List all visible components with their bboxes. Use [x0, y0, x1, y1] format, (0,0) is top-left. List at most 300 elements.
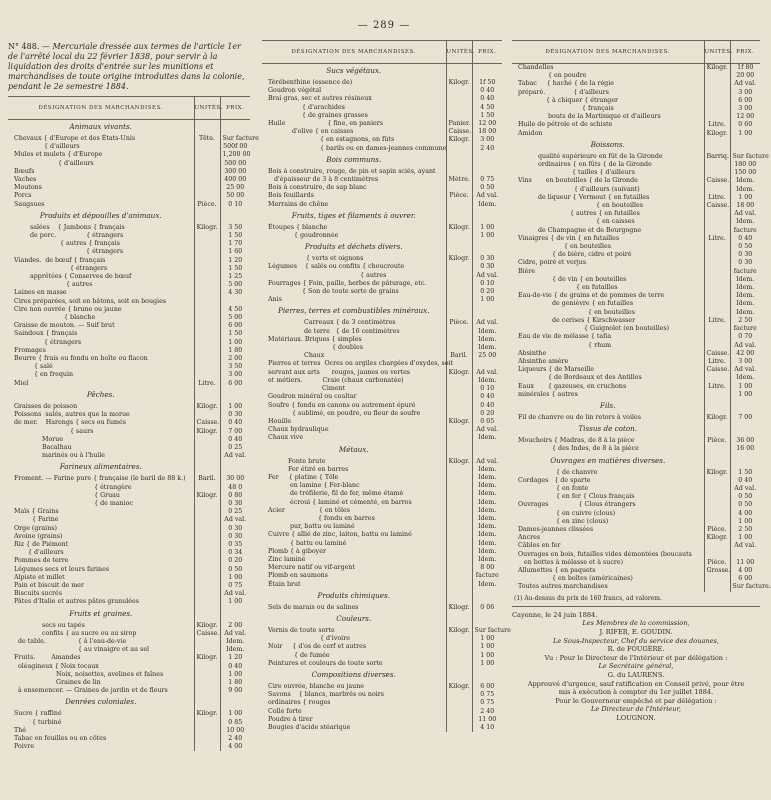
unit-cell: [446, 691, 472, 699]
item-description: Ouvrages { Clous étrangers: [518, 501, 636, 509]
unit-cell: [704, 227, 730, 235]
price-cell: 30 00: [220, 475, 250, 483]
price-cell: 1 50: [730, 469, 760, 477]
table-row: [262, 548, 502, 556]
unit-cell: [194, 209, 220, 224]
item-description: Goudron minéral ou coaltar: [268, 393, 357, 401]
price-cell: 1 00: [220, 671, 250, 679]
table-row: [512, 161, 760, 169]
section-heading: Produits chimiques.: [317, 590, 390, 600]
item-description: Amidon: [518, 129, 543, 137]
item-description: { en bouteilles: [518, 202, 643, 210]
unit-cell: [194, 436, 220, 444]
unit-cell: [704, 268, 730, 276]
item-description: { barils ou en dames-jeannes commune: [268, 144, 447, 152]
table-row: [262, 531, 502, 539]
price-cell: 0 40: [472, 393, 502, 401]
price-cell: 18 00: [730, 202, 760, 210]
item-description: Absinthe: [518, 349, 547, 357]
table-row: [512, 583, 760, 591]
unit-cell: [704, 551, 730, 559]
item-description: Vins en bouteilles { de la Gironde: [518, 177, 638, 185]
price-cell: facture: [472, 572, 502, 580]
price-cell: Idem.: [472, 344, 502, 352]
price-cell: 1f 80: [730, 64, 760, 73]
unit-cell: [194, 735, 220, 743]
table-row: [8, 143, 250, 151]
price-cell: 8 00: [472, 564, 502, 572]
price-cell: 1f 50: [472, 79, 502, 87]
price-cell: 6 00: [730, 97, 760, 105]
section-heading-row: [512, 138, 760, 153]
item-description: Vinaigres { de vin { en futailles: [518, 234, 620, 242]
price-cell: 2 40: [220, 735, 250, 743]
item-description: { en bouteilles: [518, 308, 635, 316]
table-row: [512, 414, 760, 422]
price-cell: 3 00: [730, 358, 760, 366]
price-cell: 0 75: [472, 699, 502, 707]
table-row: [8, 306, 250, 314]
unit-cell: Pièce.: [704, 559, 730, 567]
price-cell: Sur facture: [472, 627, 502, 635]
unit-cell: [446, 635, 472, 643]
section-heading-row: [262, 64, 502, 80]
table-row: [262, 263, 502, 271]
unit-cell: [194, 232, 220, 240]
unit-cell: [446, 443, 472, 458]
unit-cell: Baril.: [446, 352, 472, 360]
table-row: [8, 735, 250, 743]
item-description: { turbiné: [14, 718, 62, 726]
item-description: { en fonte: [518, 484, 589, 492]
price-cell: 3 00: [220, 371, 250, 379]
unit-cell: [194, 663, 220, 671]
price-cell: Idem.: [472, 548, 502, 556]
price-cell: 0 20: [220, 557, 250, 565]
table-row: [262, 224, 502, 232]
table-row: [8, 444, 250, 452]
price-cell: 4 50: [472, 104, 502, 112]
item-description: Bois à construire, rouge, de pin et sapin sciés, ayant: [268, 167, 436, 175]
table-row: [8, 201, 250, 209]
item-description: { battu ou laminé: [268, 539, 347, 547]
table-row: [512, 469, 760, 477]
price-cell: 0 75: [472, 691, 502, 699]
table-row: [512, 445, 760, 453]
unit-cell: [704, 391, 730, 399]
price-cell: Sur facture: [730, 153, 760, 161]
item-description: { tailles { d'ailleurs: [518, 169, 635, 177]
price-cell: 1 00: [730, 534, 760, 542]
unit-cell: [446, 385, 472, 393]
unit-cell: Tête.: [194, 135, 220, 143]
unit-cell: [446, 95, 472, 103]
unit-cell: [704, 300, 730, 308]
item-description: { étrangers: [14, 248, 124, 256]
price-cell: 0 10: [472, 280, 502, 288]
item-description: { Guignolet (en bouteilles): [518, 325, 670, 333]
signature-line: Vu : Pour le Directeur de l'Intérieur et par délégation :: [544, 653, 728, 662]
item-description: Câbles en fer: [518, 542, 561, 550]
price-cell: 0 25: [220, 444, 250, 452]
price-cell: 48 0: [220, 484, 250, 492]
table-row: [8, 727, 250, 735]
unit-cell: Kilogr.: [704, 469, 730, 477]
item-description: { Son de toute sorte de grains: [268, 288, 399, 296]
price-cell: 1 00: [220, 598, 250, 606]
table-row: [512, 383, 760, 391]
item-description: Saugsues: [14, 200, 45, 208]
unit-cell: Kilogr.: [704, 130, 730, 138]
unit-cell: [704, 374, 730, 382]
price-cell: Idem.: [472, 556, 502, 564]
section-heading: Tissus de coton.: [578, 424, 638, 434]
item-description: { étrangère: [14, 483, 132, 491]
price-cell: [220, 120, 250, 136]
item-description: Biscuits sucrés: [14, 590, 63, 598]
unit-cell: [704, 259, 730, 267]
unit-cell: [194, 582, 220, 590]
price-cell: [220, 388, 250, 403]
unit-cell: [446, 393, 472, 401]
unit-cell: [194, 355, 220, 363]
header-designation: DÉSIGNATION DES MARCHANDISES.: [8, 97, 194, 120]
table-row: [262, 272, 502, 280]
table-row: [262, 490, 502, 498]
table-row: [262, 377, 502, 385]
section-heading: Fruits, tiges et filaments à ouvrer.: [291, 210, 416, 220]
table-row: [512, 89, 760, 97]
price-cell: 0 20: [472, 410, 502, 418]
table-row: [262, 192, 502, 200]
table-row: [262, 604, 502, 612]
price-cell: Ad val.: [220, 516, 250, 524]
section-heading: Denrées coloniales.: [65, 697, 137, 707]
price-cell: 12 00: [730, 113, 760, 121]
unit-cell: [194, 363, 220, 371]
unit-cell: [194, 176, 220, 184]
unit-cell: [446, 263, 472, 271]
table-row: [512, 559, 760, 567]
price-cell: Idem.: [472, 466, 502, 474]
price-cell: 0 30: [220, 533, 250, 541]
price-cell: 1 25: [220, 273, 250, 281]
price-cell: 0 50: [730, 243, 760, 251]
price-cell: 0 40: [220, 436, 250, 444]
signature-line: Le Directeur de l'Intérieur,: [590, 705, 682, 714]
unit-cell: [704, 445, 730, 453]
price-cell: Idem.: [730, 186, 760, 194]
unit-cell: [446, 724, 472, 732]
unit-cell: Kilogr.: [194, 403, 220, 411]
unit-cell: [446, 232, 472, 240]
item-description: Chaux vive: [268, 434, 304, 442]
item-description: Sels de marais ou de salines: [268, 603, 359, 611]
item-description: confits { au sucre ou au sirop: [14, 629, 137, 637]
item-description: Huile de pétrole et de schiste: [518, 121, 613, 129]
item-description: Matériaux. Briques { simples: [268, 335, 362, 343]
item-description: de liqueur { Vermout { en futailles: [518, 193, 650, 201]
unit-cell: [194, 607, 220, 622]
table-row: [8, 638, 250, 646]
unit-cell: Caisse.: [194, 630, 220, 638]
item-description: Bacalhau: [14, 443, 72, 451]
item-description: Merrains de chêne: [268, 200, 329, 208]
table-row: [8, 419, 250, 427]
table-row: [262, 201, 502, 209]
item-description: et métiers. Craie (chaux carbonatée): [268, 376, 404, 384]
table-row: [512, 130, 760, 138]
table-row: [262, 336, 502, 344]
item-description: ordinaires { en fûts { de la Gironde: [518, 161, 652, 169]
price-cell: Idem.: [472, 531, 502, 539]
item-description: Bougies d'acide stéarique: [268, 724, 351, 731]
signature-line: Le Secrétaire général,: [598, 662, 674, 671]
item-description: Porcs: [14, 192, 32, 200]
price-cell: 1 00: [730, 518, 760, 526]
item-description: Fil de chanvre ou de lin retors à voiles: [518, 413, 641, 421]
item-description: Carreaux { de 3 centimètres: [268, 319, 396, 327]
price-cell: 3 50: [220, 363, 250, 371]
unit-cell: Kilogr.: [194, 710, 220, 718]
unit-cell: [194, 566, 220, 574]
price-cell: Idem.: [472, 434, 502, 442]
table-row: [8, 289, 250, 297]
table-row: [8, 314, 250, 322]
table-row: [262, 176, 502, 184]
table-row: [512, 358, 760, 366]
price-cell: Idem.: [730, 292, 760, 300]
section-heading: Boissons.: [590, 139, 625, 149]
unit-cell: [194, 281, 220, 289]
item-description: Poudre à tirer: [268, 715, 313, 723]
unit-cell: [446, 434, 472, 442]
item-description: Graisses de poisson: [14, 402, 78, 410]
price-cell: 1 20: [220, 654, 250, 662]
price-cell: 0 60: [730, 121, 760, 129]
item-description: Fourrages { Foin, paille, herbes de pâturage, etc.: [268, 279, 427, 287]
unit-cell: [704, 485, 730, 493]
table-row: [8, 557, 250, 565]
unit-cell: [704, 80, 730, 88]
price-cell: [472, 589, 502, 604]
table-row: [262, 369, 502, 377]
table-row: [512, 194, 760, 202]
unit-cell: [194, 679, 220, 687]
table-row: [262, 402, 502, 410]
table-row: [512, 292, 760, 300]
price-cell: 0 40: [472, 402, 502, 410]
table-row: [512, 333, 760, 341]
table-row: [8, 679, 250, 687]
price-cell: 1 00: [472, 232, 502, 240]
unit-cell: [446, 209, 472, 224]
item-description: Bœufs: [14, 167, 35, 175]
price-cell: Idem.: [472, 499, 502, 507]
unit-cell: [704, 309, 730, 317]
unit-cell: [194, 444, 220, 452]
footnote: (1) Au-dessus du prix de 160 francs, ad valorem.: [512, 592, 760, 607]
unit-cell: [194, 306, 220, 314]
table-row: [8, 743, 250, 751]
item-description: { de bière, cidre et poiré: [518, 251, 632, 259]
price-cell: Ad val.: [220, 630, 250, 638]
price-cell: [220, 695, 250, 710]
table-row: [512, 510, 760, 518]
price-cell: [472, 304, 502, 319]
section-heading: Ouvrages en matières diverses.: [550, 455, 666, 465]
unit-cell: [704, 72, 730, 80]
section-heading-row: [8, 388, 250, 403]
price-cell: Ad val.: [472, 192, 502, 200]
item-description: { fondu en barres: [268, 514, 375, 522]
item-description: { au vinaigre et au sel: [14, 646, 150, 654]
unit-cell: Panier.: [446, 120, 472, 128]
price-cell: Idem.: [220, 646, 250, 654]
table-row: [8, 257, 250, 265]
price-cell: 0 50: [220, 566, 250, 574]
document-number: N° 488. —: [8, 42, 50, 51]
item-description: Saindoux { français: [14, 330, 78, 338]
price-cell: 0 50: [730, 493, 760, 501]
table-row: [512, 64, 760, 73]
price-cell: 3 00: [472, 136, 502, 144]
unit-cell: [704, 169, 730, 177]
table-row: [512, 268, 760, 276]
table-row: [8, 663, 250, 671]
price-cell: 0 05: [472, 418, 502, 426]
price-cell: 4 10: [472, 724, 502, 732]
item-description: minérales { autres: [518, 390, 578, 398]
unit-cell: [194, 388, 220, 403]
item-description: Moutons: [14, 184, 42, 192]
section-heading: Pêches.: [86, 389, 115, 399]
item-description: { d'ailleurs: [14, 159, 94, 167]
table-row: [262, 458, 502, 466]
table-row: [8, 168, 250, 176]
item-description: de terre { de 16 centimètres: [268, 327, 400, 335]
item-description: Thé: [14, 726, 26, 734]
tariff-table-1: [8, 96, 259, 751]
unit-cell: [446, 612, 472, 627]
table-row: [512, 501, 760, 509]
unit-cell: Kilogr.: [194, 622, 220, 630]
item-description: Miel: [14, 379, 29, 387]
table-row: [262, 660, 502, 668]
unit-cell: [446, 716, 472, 724]
price-cell: 1 50: [220, 232, 250, 240]
price-cell: 42 00: [730, 350, 760, 358]
item-description: { en fer { Clous français: [518, 493, 635, 501]
price-cell: 150 00: [730, 169, 760, 177]
table-row: [8, 232, 250, 240]
unit-cell: [194, 143, 220, 151]
price-cell: 0 70: [730, 333, 760, 341]
unit-cell: Caisse.: [704, 202, 730, 210]
table-row: [512, 227, 760, 235]
price-cell: 0 25: [220, 508, 250, 516]
price-cell: Idem.: [730, 218, 760, 226]
price-cell: 2 00: [220, 355, 250, 363]
item-description: apprêtées { Conserves de bœuf: [14, 273, 132, 281]
signature-line: Le Sous-Inspecteur, Chef du service des douanes,: [552, 636, 720, 645]
unit-cell: [194, 671, 220, 679]
item-description: { rhum: [518, 341, 612, 349]
item-description: qualité supérieure en fût de la Gironde: [518, 152, 663, 160]
table-row: [8, 347, 250, 355]
table-row: [262, 184, 502, 192]
table-row: [262, 724, 502, 732]
price-cell: 400 00: [220, 176, 250, 184]
item-description: Anis: [268, 296, 282, 304]
price-cell: 300 00: [220, 168, 250, 176]
table-row: [8, 355, 250, 363]
item-description: Avoine (grains): [14, 532, 63, 540]
price-cell: Idem.: [730, 374, 760, 382]
item-description: { Farine: [14, 516, 59, 524]
table-row: [262, 635, 502, 643]
unit-cell: [704, 284, 730, 292]
table-row: [262, 466, 502, 474]
price-cell: 5 00: [220, 314, 250, 322]
table-row: [262, 360, 502, 368]
table-row: [8, 492, 250, 500]
unit-cell: [194, 265, 220, 273]
table-row: [8, 598, 250, 606]
unit-cell: [194, 695, 220, 710]
table-row: [512, 485, 760, 493]
unit-cell: [194, 687, 220, 695]
price-cell: [220, 607, 250, 622]
price-cell: 500f 00: [220, 143, 250, 151]
price-cell: 1 00: [220, 574, 250, 582]
table-row: [262, 708, 502, 716]
item-description: d'olive { en caisses: [268, 128, 354, 136]
price-cell: 3 00: [730, 105, 760, 113]
section-heading-row: [512, 399, 760, 414]
price-cell: facture: [730, 325, 760, 333]
unit-cell: [704, 542, 730, 550]
item-description: Eaux { gazeuses, en cruchons: [518, 382, 627, 390]
price-cell: Idem.: [472, 201, 502, 209]
unit-cell: Kilogr.: [446, 369, 472, 377]
table-row: [262, 523, 502, 531]
unit-cell: Baril.: [194, 475, 220, 483]
section-heading: Farineux alimentaires.: [59, 462, 142, 472]
unit-cell: [704, 105, 730, 113]
table-row: [512, 169, 760, 177]
table-row: [512, 121, 760, 129]
unit-cell: Kilogr.: [446, 255, 472, 263]
unit-cell: [704, 422, 730, 437]
price-cell: 9 00: [220, 687, 250, 695]
unit-cell: [446, 304, 472, 319]
table-row: [262, 683, 502, 691]
unit-cell: [446, 328, 472, 336]
item-description: Toutes autres marchandises: [518, 583, 608, 591]
price-cell: 1,200 00: [220, 151, 250, 159]
table-row: [512, 153, 760, 161]
unit-cell: Caisse.: [446, 128, 472, 136]
table-row: [512, 251, 760, 259]
price-cell: Ad val.: [730, 210, 760, 218]
item-description: Pain et biscuit de mer: [14, 581, 84, 589]
section-heading-row: [8, 120, 250, 136]
price-cell: 1 00: [472, 652, 502, 660]
column-left: [8, 40, 259, 751]
table-row: [262, 95, 502, 103]
unit-cell: [194, 541, 220, 549]
